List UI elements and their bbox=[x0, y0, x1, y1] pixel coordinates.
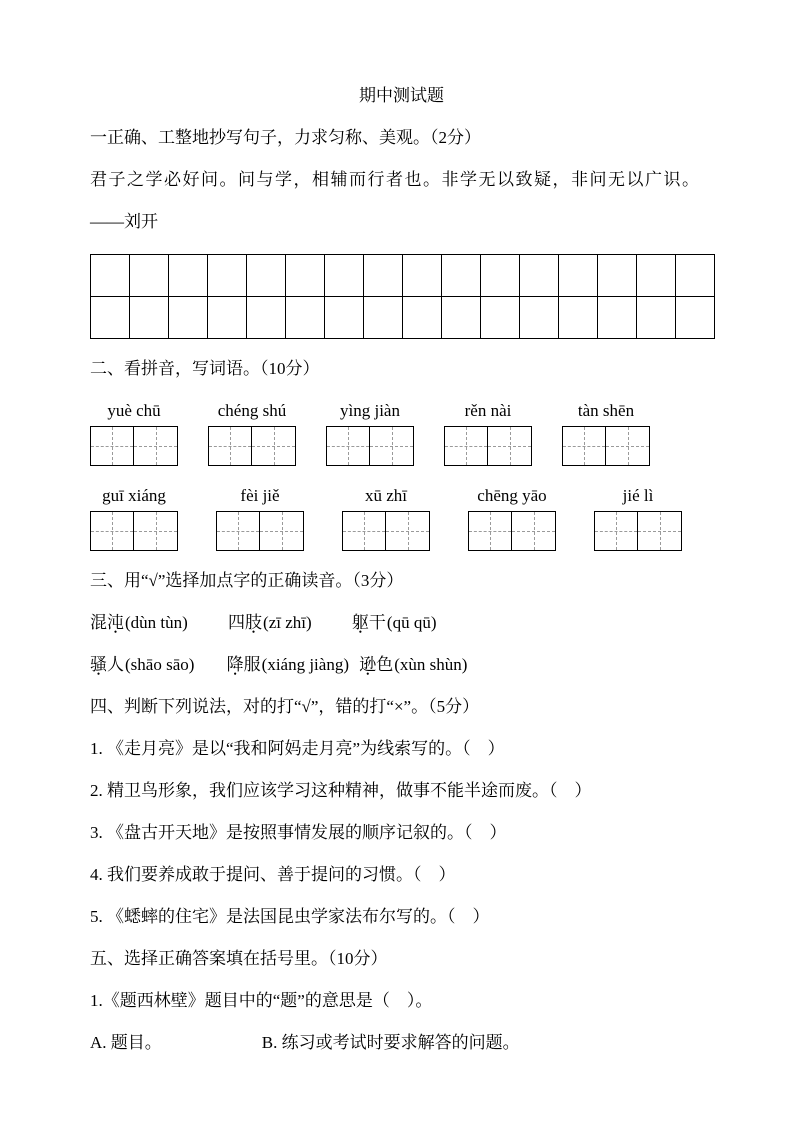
pinyin-row-2 bbox=[90, 486, 713, 551]
copy-grid-cell bbox=[676, 297, 715, 339]
copy-grid-cell bbox=[403, 297, 442, 339]
dotted-char: 躯 bbox=[351, 613, 369, 632]
pinyin-word-block bbox=[208, 401, 296, 466]
pinyin-writing-cell bbox=[209, 427, 252, 465]
word-post: 人 bbox=[107, 655, 124, 674]
pinyin-writing-cell bbox=[327, 427, 370, 465]
page-title: 期中测试题 bbox=[359, 86, 444, 105]
pinyin-writing-cell bbox=[606, 427, 649, 465]
section1-heading: 一正确、工整地抄写句子，力求匀称、美观。（2分） bbox=[90, 128, 481, 147]
judge-item: 4. 我们要养成敢于提问、善于提问的习惯。（ ） bbox=[90, 865, 456, 884]
choice-options-line bbox=[90, 1033, 713, 1052]
pinyin-grid-group bbox=[90, 511, 178, 551]
pinyin-row-1 bbox=[90, 401, 713, 466]
phonetic-choice-item bbox=[352, 613, 437, 632]
pinyin-word-block bbox=[562, 401, 650, 466]
copy-grid-cell bbox=[286, 255, 325, 297]
phonetic-choice-item bbox=[227, 655, 349, 674]
dotted-char: 逊 bbox=[359, 655, 377, 674]
pinyin-label: fèi jiě bbox=[240, 486, 280, 505]
copy-grid-cell bbox=[637, 297, 676, 339]
pinyin-writing-cell bbox=[91, 427, 134, 465]
pinyin-writing-cell bbox=[445, 427, 488, 465]
word-pre: 混 bbox=[90, 613, 107, 632]
copy-grid-cell bbox=[364, 297, 403, 339]
judge-item: 2. 精卫鸟形象，我们应该学习这种精神，做事不能半途而废。（ ） bbox=[90, 781, 592, 800]
word-post: 服 bbox=[243, 655, 261, 674]
pinyin-writing-cell bbox=[134, 427, 177, 465]
pinyin-label: yuè chū bbox=[107, 401, 161, 420]
phonetic-choice-line-2 bbox=[90, 655, 713, 674]
pinyin-writing-cell bbox=[386, 512, 429, 550]
pinyin-writing-cell bbox=[563, 427, 606, 465]
sentence-attribution: ——刘开 bbox=[90, 212, 158, 231]
pinyin-label: tàn shēn bbox=[577, 401, 635, 420]
pinyin-writing-cell bbox=[260, 512, 303, 550]
pinyin-label: chēng yāo bbox=[477, 486, 547, 505]
copy-grid-cell bbox=[91, 255, 130, 297]
copy-grid-cell bbox=[598, 255, 637, 297]
dotted-char: 骚 bbox=[90, 655, 107, 674]
pinyin-grid-group bbox=[594, 511, 682, 551]
copy-grid-cell bbox=[247, 297, 286, 339]
copy-grid-cell bbox=[130, 255, 169, 297]
pinyin-label: chéng shú bbox=[217, 401, 287, 420]
copy-grid-cell bbox=[325, 255, 364, 297]
dotted-char: 沌 bbox=[107, 613, 124, 632]
pinyin-grid-group bbox=[90, 426, 178, 466]
section5-heading: 五、选择正确答案填在括号里。（10分） bbox=[90, 949, 388, 968]
pinyin-writing-cell bbox=[343, 512, 386, 550]
pinyin-writing-cell bbox=[512, 512, 555, 550]
pinyin-grid-group bbox=[444, 426, 532, 466]
pinyin-word-block bbox=[594, 486, 682, 551]
pinyin-word-block bbox=[468, 486, 556, 551]
pinyin-writing-cell bbox=[91, 512, 134, 550]
phonetic-choice-line-1 bbox=[90, 613, 713, 632]
judge-item: 5. 《蟋蟀的住宅》是法国昆虫学家法布尔写的。（ ） bbox=[90, 907, 490, 926]
pinyin-grid-group bbox=[208, 426, 296, 466]
word-post: 干 bbox=[368, 613, 386, 632]
copy-grid-cell bbox=[208, 255, 247, 297]
copy-grid-cell bbox=[286, 297, 325, 339]
phonetic-choice-item bbox=[228, 613, 312, 632]
pinyin-label: jié lì bbox=[622, 486, 654, 505]
copy-grid-cell bbox=[169, 297, 208, 339]
dotted-char: 降 bbox=[226, 655, 244, 674]
pinyin-writing-cell bbox=[252, 427, 295, 465]
pinyin-word-block bbox=[90, 486, 178, 551]
choice-question-1: 1.《题西林壁》题目中的“题”的意思是（ ）。 bbox=[90, 991, 433, 1010]
copy-grid-cell bbox=[481, 255, 520, 297]
pinyin-options: (zī zhī) bbox=[263, 613, 312, 632]
pinyin-options: (shāo sāo) bbox=[125, 655, 195, 674]
option-a: A. 题目。 bbox=[90, 1033, 162, 1052]
pinyin-options: (dùn tùn) bbox=[125, 613, 188, 632]
pinyin-word-block bbox=[90, 401, 178, 466]
copy-grid-cell bbox=[403, 255, 442, 297]
pinyin-grid-group bbox=[562, 426, 650, 466]
phonetic-choice-item bbox=[90, 613, 188, 632]
pinyin-label: rěn nài bbox=[464, 401, 512, 420]
copy-grid-cell bbox=[520, 297, 559, 339]
option-b: B. 练习或考试时要求解答的问题。 bbox=[261, 1033, 520, 1052]
copy-grid-cell bbox=[481, 297, 520, 339]
pinyin-options: (xùn shùn) bbox=[394, 655, 468, 674]
pinyin-label: xū zhī bbox=[364, 486, 408, 505]
judge-item: 1. 《走月亮》是以“我和阿妈走月亮”为线索写的。（ ） bbox=[90, 739, 505, 758]
copy-grid-cell bbox=[442, 297, 481, 339]
copy-grid-cell bbox=[130, 297, 169, 339]
word-pre: 四 bbox=[228, 613, 246, 632]
copy-sentence: 君子之学必好问。问与学，相辅而行者也。非学无以致疑，非问无以广识。 bbox=[90, 170, 701, 189]
pinyin-writing-cell bbox=[370, 427, 413, 465]
judge-item: 3. 《盘古开天地》是按照事情发展的顺序记叙的。（ ） bbox=[90, 823, 507, 842]
pinyin-word-block bbox=[216, 486, 304, 551]
section4-heading: 四、判断下列说法，对的打“√”，错的打“×”。（5分） bbox=[90, 697, 480, 716]
phonetic-choice-item bbox=[90, 655, 194, 674]
copy-grid-cell bbox=[520, 255, 559, 297]
pinyin-word-block bbox=[342, 486, 430, 551]
pinyin-writing-cell bbox=[595, 512, 638, 550]
copy-grid-cell bbox=[676, 255, 715, 297]
pinyin-word-block bbox=[444, 401, 532, 466]
copy-grid-cell bbox=[598, 297, 637, 339]
pinyin-writing-cell bbox=[638, 512, 681, 550]
section3-heading: 三、用“√”选择加点字的正确读音。（3分） bbox=[90, 571, 404, 590]
pinyin-writing-cell bbox=[488, 427, 531, 465]
copy-grid-cell bbox=[559, 297, 598, 339]
word-post: 色 bbox=[376, 655, 394, 674]
copy-grid-cell bbox=[91, 297, 130, 339]
pinyin-writing-cell bbox=[217, 512, 260, 550]
pinyin-grid-group bbox=[326, 426, 414, 466]
copy-grid-cell bbox=[247, 255, 286, 297]
copy-grid-cell bbox=[364, 255, 403, 297]
phonetic-choice-item bbox=[359, 655, 467, 674]
pinyin-options: (qū qū) bbox=[386, 613, 437, 632]
copy-grid-cell bbox=[325, 297, 364, 339]
dotted-char: 肢 bbox=[245, 613, 263, 632]
pinyin-writing-cell bbox=[469, 512, 512, 550]
pinyin-grid-group bbox=[468, 511, 556, 551]
pinyin-options: (xiáng jiàng) bbox=[261, 655, 349, 674]
section2-heading: 二、看拼音，写词语。（10分） bbox=[90, 359, 320, 378]
copy-grid-cell bbox=[169, 255, 208, 297]
pinyin-word-block bbox=[326, 401, 414, 466]
pinyin-label: guī xiáng bbox=[102, 486, 166, 505]
pinyin-grid-group bbox=[216, 511, 304, 551]
pinyin-writing-cell bbox=[134, 512, 177, 550]
pinyin-grid-group bbox=[342, 511, 430, 551]
copy-grid-cell bbox=[559, 255, 598, 297]
copy-grid-cell bbox=[208, 297, 247, 339]
copy-grid-cell bbox=[637, 255, 676, 297]
copy-grid bbox=[90, 254, 715, 339]
pinyin-label: yìng jiàn bbox=[340, 401, 400, 420]
copy-grid-cell bbox=[442, 255, 481, 297]
